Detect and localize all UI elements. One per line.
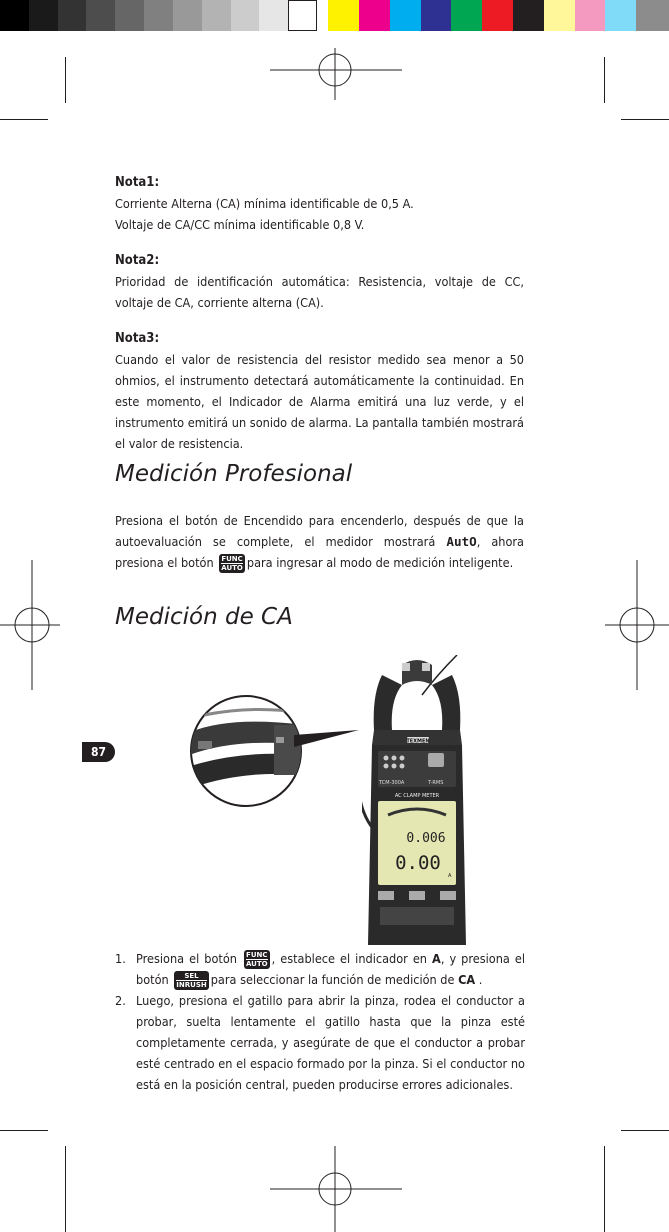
registration-mark	[270, 1146, 402, 1232]
profesional-text-c: para ingresar al modo de medición inteligente.	[246, 555, 514, 570]
nota2-block	[115, 250, 524, 313]
step-number: 2.	[115, 993, 126, 1008]
nota2-title: Nota2:	[115, 253, 160, 268]
nota3-text: Cuando el valor de resistencia del resistor medido sea menor a 50 ohmios, el instrumento detectará automáticamente la continuidad. En este momento, el Indicador de Alarma emitirá una luz verde, y el instrumento emitirá un sonido de alarma. La pantalla también mostrará el valor de resistencia.	[115, 352, 524, 451]
color-swatch	[390, 0, 421, 31]
registration-mark	[0, 560, 60, 690]
meter-label: AC CLAMP METER	[394, 793, 440, 799]
lcd-reading-main: 0.00	[395, 852, 441, 874]
gray-swatch	[29, 0, 58, 31]
step-number: 1.	[115, 951, 126, 966]
crop-mark	[0, 1130, 48, 1131]
color-swatch	[575, 0, 606, 31]
lcd-reading-top: 0.006	[406, 831, 446, 846]
crop-mark	[621, 1130, 669, 1131]
crop-mark	[604, 1146, 605, 1232]
gray-swatch	[202, 0, 231, 31]
gray-swatch	[144, 0, 173, 31]
gray-swatch	[231, 0, 260, 31]
clamp-meter-illustration	[362, 655, 472, 955]
gray-swatch	[115, 0, 144, 31]
color-swatch	[451, 0, 482, 31]
meter-brand: TEXMEN	[406, 738, 430, 745]
section-title-profesional: Medición Profesional	[115, 461, 353, 487]
page-number: 87	[82, 742, 115, 762]
nota1-block	[115, 172, 524, 235]
profesional-text-a: Presiona el botón de Encendido para encenderlo, después de que la autoevaluación se complete, el medidor mostrará	[115, 513, 524, 549]
crop-mark	[604, 57, 605, 103]
func-auto-button-icon: FUNC AUTO	[245, 951, 268, 968]
color-calibration-bar	[0, 0, 669, 31]
step-1-indicator: A	[432, 951, 441, 966]
color-swatch	[544, 0, 575, 31]
profesional-text-b: , ahora presiona el botón	[115, 534, 525, 570]
crop-mark	[65, 1146, 66, 1232]
color-swatch	[513, 0, 544, 31]
meter-model: TCM-300A	[379, 780, 405, 786]
step-2	[115, 990, 525, 1095]
crop-mark	[0, 119, 48, 120]
lcd-unit: A	[448, 873, 452, 879]
gray-swatch	[58, 0, 87, 31]
nota2-text: Prioridad de identificación automática: Resistencia, voltaje de CC, voltaje de CA, corriente alterna (CA).	[115, 274, 524, 310]
color-swatch	[421, 0, 452, 31]
step-1-text-a: Presiona el botón	[136, 951, 237, 966]
step-1	[115, 948, 525, 990]
registration-mark	[605, 560, 669, 690]
sel-inrush-button-icon: SEL INRUSH	[176, 972, 207, 989]
nota1-title: Nota1:	[115, 175, 160, 190]
func-auto-button-icon: FUNC AUTO	[221, 555, 243, 572]
color-swatch	[359, 0, 390, 31]
crop-mark	[65, 57, 66, 103]
nota1-line2: Voltaje de CA/CC mínima identificable 0,8 V.	[115, 217, 365, 232]
gray-swatch	[86, 0, 115, 31]
nota3-block	[115, 328, 524, 454]
step-1-text-c: , y presiona el botón	[136, 951, 525, 987]
color-swatch	[328, 0, 359, 31]
steps-list	[115, 948, 525, 1095]
auto-display-text: AutO	[446, 534, 477, 549]
profesional-paragraph	[115, 510, 524, 573]
registration-mark	[270, 48, 402, 100]
step-2-text: Luego, presiona el gatillo para abrir la pinza, rodea el conductor a probar, suelta lentamente el gatillo hasta que la pinza esté completamente cerrada, y asegúrate de que el conductor a probar esté centrado en el espacio formado por la pinza. Si el conductor no está en la posición central, pueden producirse errores adicionales.	[136, 993, 525, 1092]
step-1-function: CA	[458, 972, 476, 987]
crop-mark	[621, 119, 669, 120]
clamp-jaw-detail-illustration	[184, 695, 374, 807]
step-1-text-e: .	[478, 972, 483, 987]
section-title-ca: Medición de CA	[115, 604, 293, 630]
swatch-gap	[317, 0, 328, 31]
color-swatch	[636, 0, 669, 31]
color-swatch	[605, 0, 636, 31]
gray-swatch	[259, 0, 288, 31]
step-1-text-b: , establece el indicador en	[271, 951, 427, 966]
gray-swatch	[288, 0, 317, 31]
nota3-title: Nota3:	[115, 331, 160, 346]
nota1-line1: Corriente Alterna (CA) mínima identificable de 0,5 A.	[115, 196, 414, 211]
step-1-text-d: para seleccionar la función de medición de	[210, 972, 455, 987]
meter-rms: T-RMS	[428, 780, 444, 786]
gray-swatch	[0, 0, 29, 31]
color-swatch	[482, 0, 513, 31]
gray-swatch	[173, 0, 202, 31]
